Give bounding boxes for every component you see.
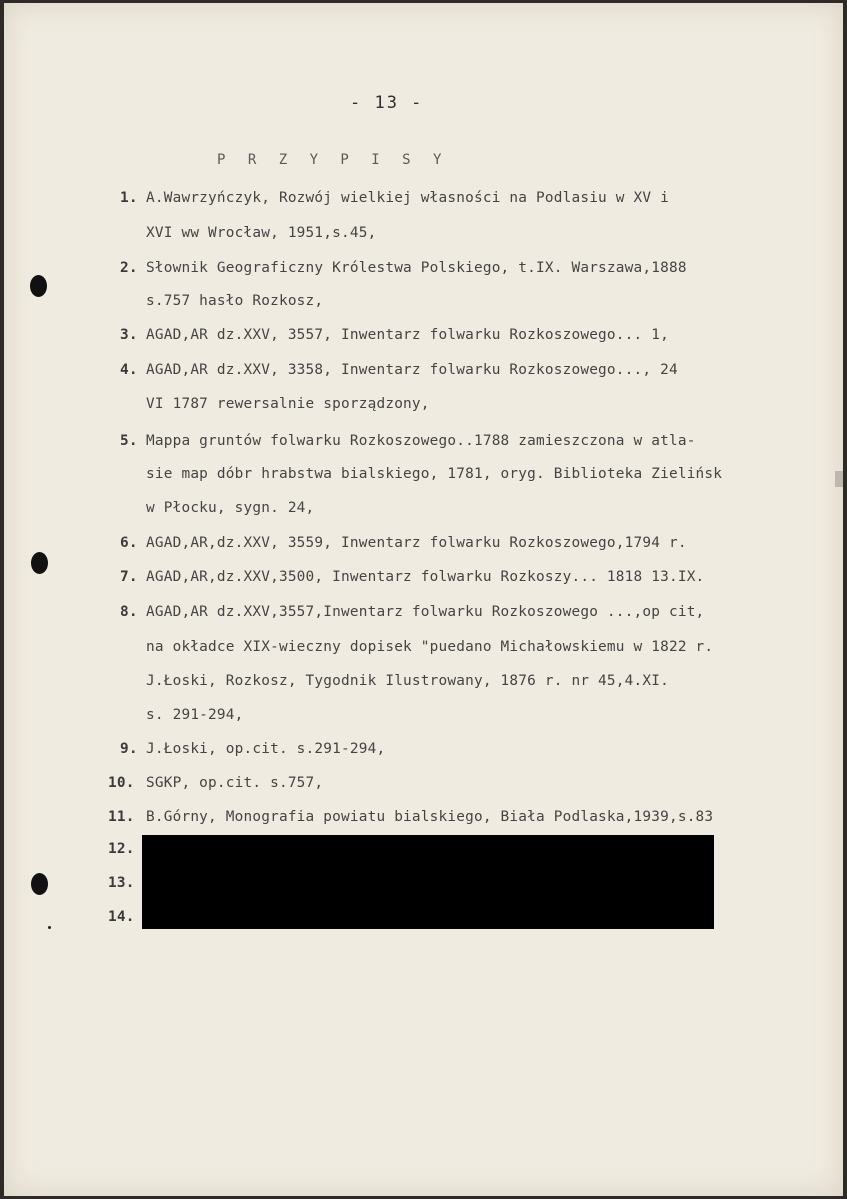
footnote-number: 1. [120, 190, 138, 206]
footnote-text: AGAD,AR,dz.XXV, 3559, Inwentarz folwarku Rozkoszowego,1794 r. [146, 535, 687, 551]
footnote-text: VI 1787 rewersalnie sporządzony, [146, 396, 430, 412]
footnote-number: 4. [120, 362, 138, 378]
document-page [4, 3, 843, 1196]
footnote-text: AGAD,AR dz.XXV, 3557, Inwentarz folwarku Rozkoszowego... 1, [146, 327, 669, 343]
footnote-number: 11. [108, 809, 135, 825]
punch-hole [30, 275, 47, 297]
speck [48, 926, 51, 929]
footnote-text: sie map dóbr hrabstwa bialskiego, 1781, oryg. Biblioteka Zielińsk [146, 466, 723, 482]
page-edge-mark [835, 471, 843, 487]
footnote-number: 8. [120, 604, 138, 620]
footnote-number: 9. [120, 741, 138, 757]
footnote-text: XVI ww Wrocław, 1951,s.45, [146, 225, 377, 241]
page-number: - 13 - [350, 93, 424, 113]
footnotes-heading: P R Z Y P I S Y [217, 152, 449, 168]
footnote-text: J.Łoski, op.cit. s.291-294, [146, 741, 386, 757]
footnote-text: w Płocku, sygn. 24, [146, 500, 315, 516]
footnote-text: s. 291-294, [146, 707, 244, 723]
footnote-number: 14. [108, 909, 135, 925]
punch-hole [31, 873, 48, 895]
footnote-number: 12. [108, 841, 135, 857]
footnote-text: J.Łoski, Rozkosz, Tygodnik Ilustrowany, 1876 r. nr 45,4.XI. [146, 673, 669, 689]
footnote-number: 13. [108, 875, 135, 891]
footnote-text: s.757 hasło Rozkosz, [146, 293, 324, 309]
footnote-text: AGAD,AR dz.XXV, 3358, Inwentarz folwarku Rozkoszowego..., 24 [146, 362, 678, 378]
footnote-number: 5. [120, 433, 138, 449]
footnote-number: 10. [108, 775, 135, 791]
footnote-number: 7. [120, 569, 138, 585]
footnote-text: Słownik Geograficzny Królestwa Polskiego, t.IX. Warszawa,1888 [146, 260, 687, 276]
footnote-text: AGAD,AR,dz.XXV,3500, Inwentarz folwarku Rozkoszy... 1818 13.IX. [146, 569, 705, 585]
redaction-block [142, 835, 714, 929]
footnote-number: 3. [120, 327, 138, 343]
footnote-number: 2. [120, 260, 138, 276]
footnote-text: Mappa gruntów folwarku Rozkoszowego..1788 zamieszczona w atla- [146, 433, 696, 449]
footnote-text: SGKP, op.cit. s.757, [146, 775, 324, 791]
footnote-text: na okładce XIX-wieczny dopisek "puedano Michałowskiemu w 1822 r. [146, 639, 714, 655]
footnote-text: A.Wawrzyńczyk, Rozwój wielkiej własności na Podlasiu w XV i [146, 190, 669, 206]
punch-hole [31, 552, 48, 574]
footnote-number: 6. [120, 535, 138, 551]
footnote-text: AGAD,AR dz.XXV,3557,Inwentarz folwarku Rozkoszowego ...,op cit, [146, 604, 705, 620]
footnote-text: B.Górny, Monografia powiatu bialskiego, Biała Podlaska,1939,s.83 [146, 809, 714, 825]
